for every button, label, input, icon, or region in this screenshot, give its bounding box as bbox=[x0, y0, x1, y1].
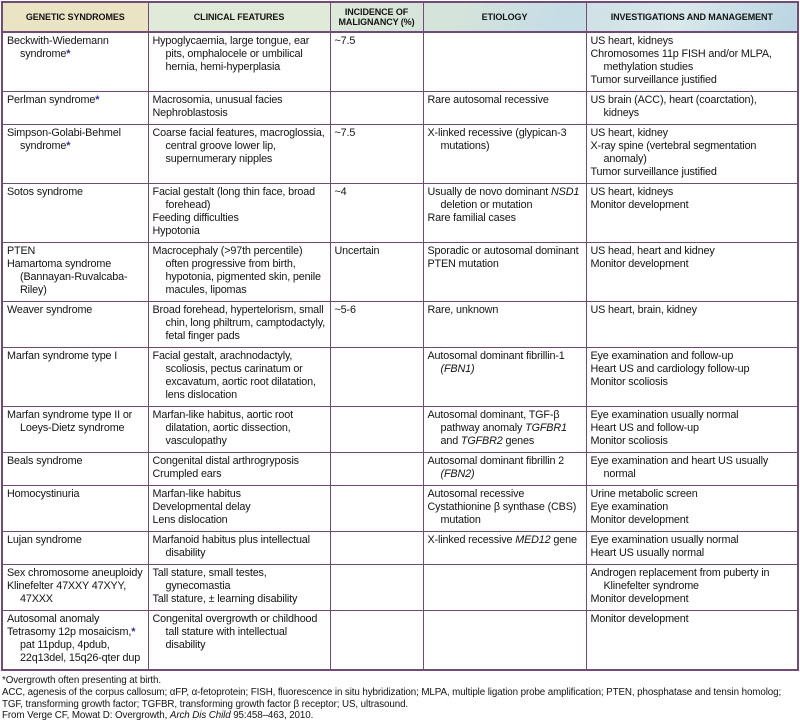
table-row bbox=[2, 32, 798, 92]
text-segment: Heart US usually normal bbox=[590, 547, 705, 559]
cell-investigations bbox=[586, 32, 798, 92]
text-segment: genes bbox=[502, 435, 535, 447]
text-segment: pat 11pdup, 4pdub, 22q13del, 15q26-qter dup bbox=[20, 639, 141, 664]
cell-incidence bbox=[330, 486, 423, 532]
cell-etiology bbox=[423, 453, 586, 486]
footnote-asterisk: * bbox=[131, 626, 136, 638]
cell-line bbox=[428, 212, 583, 225]
text-segment: Sotos syndrome bbox=[7, 186, 83, 198]
text-segment: Crumpled ears bbox=[152, 468, 222, 480]
cell-line bbox=[153, 107, 327, 120]
table-row bbox=[2, 92, 798, 125]
text-segment: Urine metabolic screen bbox=[590, 488, 698, 500]
cell-line bbox=[591, 304, 795, 317]
cell-line bbox=[591, 350, 795, 363]
text-segment: Feeding difficulties bbox=[152, 212, 239, 224]
text-segment: Monitor development bbox=[590, 613, 689, 625]
cell-line bbox=[7, 186, 145, 199]
text-segment: and bbox=[440, 435, 461, 447]
cell-line bbox=[153, 534, 327, 560]
text-segment: (FBN2) bbox=[440, 468, 475, 480]
text-segment: Facial gestalt, arachnodactyly, scoliosis, pectus carinatum or excavatum, aortic root dilatation, lens dislocation bbox=[152, 350, 316, 401]
cell-line bbox=[153, 127, 327, 166]
text-segment: Tumor surveillance justified bbox=[590, 166, 717, 178]
cell-line bbox=[428, 258, 583, 271]
cell-investigations bbox=[586, 532, 798, 565]
cell-clinical bbox=[148, 611, 330, 671]
cell-line bbox=[591, 166, 795, 179]
cell-incidence bbox=[330, 125, 423, 184]
cell-syndrome bbox=[2, 532, 148, 565]
genetic-syndromes-table bbox=[1, 1, 799, 671]
table-row bbox=[2, 565, 798, 611]
text-segment: NSD1 bbox=[551, 186, 580, 198]
text-segment: PTEN bbox=[7, 245, 36, 257]
cell-line bbox=[428, 94, 583, 107]
text-segment: Eye examination bbox=[590, 501, 669, 513]
cell-investigations bbox=[586, 92, 798, 125]
cell-etiology bbox=[423, 184, 586, 243]
cell-syndrome bbox=[2, 486, 148, 532]
text-segment: deletion or mutation bbox=[440, 199, 533, 211]
text-segment: X-linked recessive (glypican-3 mutations) bbox=[427, 127, 567, 152]
cell-line bbox=[428, 186, 583, 212]
cell-line bbox=[7, 350, 145, 363]
cell-line bbox=[7, 613, 145, 626]
footnote-line bbox=[2, 675, 797, 687]
text-segment: Macrosomia, unusual facies bbox=[152, 94, 283, 106]
cell-line bbox=[591, 435, 795, 448]
table-row bbox=[2, 243, 798, 302]
text-segment: Coarse facial features, macroglossia, central groove lower lip, supernumerary nipples bbox=[152, 127, 325, 165]
cell-syndrome bbox=[2, 565, 148, 611]
cell-line bbox=[428, 455, 583, 481]
text-segment: ~4 bbox=[334, 186, 347, 198]
text-segment: Congenital overgrowth or childhood tall stature with intellectual disability bbox=[152, 613, 318, 651]
text-segment: Autosomal dominant, TGF-β pathway anomaly bbox=[427, 409, 560, 434]
text-segment: Marfan syndrome type I bbox=[7, 350, 118, 362]
cell-line bbox=[7, 409, 145, 435]
text-segment: Monitor development bbox=[590, 593, 689, 605]
column-header-etiology: ETIOLOGY bbox=[423, 2, 586, 32]
cell-incidence bbox=[330, 453, 423, 486]
table-header-row bbox=[2, 2, 798, 32]
cell-line bbox=[7, 534, 145, 547]
text-segment: Nephroblastosis bbox=[152, 107, 228, 119]
text-segment: (FBN1) bbox=[440, 363, 475, 375]
cell-investigations bbox=[586, 453, 798, 486]
cell-line bbox=[7, 127, 145, 153]
text-segment: US brain (ACC), heart (coarctation), kidneys bbox=[590, 94, 757, 119]
cell-etiology bbox=[423, 32, 586, 92]
cell-clinical bbox=[148, 348, 330, 407]
cell-line bbox=[153, 488, 327, 501]
text-segment: gene bbox=[550, 534, 577, 546]
text-segment: Autosomal dominant fibrillin-1 bbox=[427, 350, 565, 362]
cell-incidence bbox=[330, 243, 423, 302]
cell-incidence bbox=[330, 92, 423, 125]
cell-line bbox=[591, 534, 795, 547]
cell-line bbox=[7, 580, 145, 606]
cell-line bbox=[591, 567, 795, 593]
cell-line bbox=[153, 613, 327, 652]
cell-line bbox=[428, 245, 583, 258]
cell-syndrome bbox=[2, 611, 148, 671]
cell-line bbox=[428, 534, 583, 547]
cell-line bbox=[591, 501, 795, 514]
cell-line bbox=[335, 186, 420, 199]
text-segment: Facial gestalt (long thin face, broad forehead) bbox=[152, 186, 315, 211]
cell-syndrome bbox=[2, 348, 148, 407]
cell-incidence bbox=[330, 532, 423, 565]
cell-syndrome bbox=[2, 243, 148, 302]
cell-line bbox=[591, 514, 795, 527]
cell-incidence bbox=[330, 565, 423, 611]
text-segment: Lujan syndrome bbox=[7, 534, 82, 546]
cell-etiology bbox=[423, 302, 586, 348]
cell-line bbox=[591, 35, 795, 48]
cell-line bbox=[7, 626, 145, 665]
text-segment: PTEN mutation bbox=[427, 258, 499, 270]
text-segment: US head, heart and kidney bbox=[590, 245, 715, 257]
cell-line bbox=[153, 501, 327, 514]
cell-line bbox=[591, 94, 795, 120]
text-segment: Monitor development bbox=[590, 258, 689, 270]
cell-etiology bbox=[423, 565, 586, 611]
cell-clinical bbox=[148, 32, 330, 92]
cell-line bbox=[335, 35, 420, 48]
cell-line bbox=[428, 409, 583, 448]
cell-line bbox=[153, 304, 327, 343]
cell-line bbox=[7, 455, 145, 468]
text-segment: From Verge CF, Mowat D: Overgrowth, bbox=[2, 710, 170, 722]
cell-line bbox=[591, 363, 795, 376]
column-header-syndrome: GENETIC SYNDROMES bbox=[2, 2, 148, 32]
table-row bbox=[2, 407, 798, 453]
cell-line bbox=[335, 127, 420, 140]
cell-line bbox=[591, 613, 795, 626]
cell-line bbox=[7, 258, 145, 297]
text-segment: 95:458–463, 2010. bbox=[230, 710, 314, 722]
cell-line bbox=[428, 304, 583, 317]
cell-line bbox=[153, 593, 327, 606]
cell-clinical bbox=[148, 92, 330, 125]
cell-clinical bbox=[148, 302, 330, 348]
cell-syndrome bbox=[2, 125, 148, 184]
text-segment: X-linked recessive bbox=[427, 534, 516, 546]
cell-incidence bbox=[330, 611, 423, 671]
text-segment: *Overgrowth often presenting at birth. bbox=[2, 675, 162, 686]
text-segment: Eye examination and heart US usually normal bbox=[590, 455, 769, 480]
cell-investigations bbox=[586, 407, 798, 453]
text-segment: Marfan syndrome type II or Loeys-Dietz syndrome bbox=[7, 409, 133, 434]
column-header-investigations: INVESTIGATIONS AND MANAGEMENT bbox=[586, 2, 798, 32]
cell-syndrome bbox=[2, 453, 148, 486]
cell-line bbox=[153, 514, 327, 527]
cell-investigations bbox=[586, 302, 798, 348]
text-segment: Cystathionine β synthase (CBS) mutation bbox=[427, 501, 577, 526]
cell-line bbox=[428, 127, 583, 153]
cell-line bbox=[153, 212, 327, 225]
text-segment: Rare autosomal recessive bbox=[427, 94, 549, 106]
text-segment: Developmental delay bbox=[152, 501, 251, 513]
text-segment: Autosomal recessive bbox=[427, 488, 525, 500]
cell-clinical bbox=[148, 565, 330, 611]
text-segment: Rare familial cases bbox=[427, 212, 516, 224]
cell-etiology bbox=[423, 348, 586, 407]
text-segment: Beals syndrome bbox=[7, 455, 83, 467]
cell-line bbox=[591, 593, 795, 606]
text-segment: Heart US and follow-up bbox=[590, 422, 699, 434]
text-segment: Monitor scoliosis bbox=[590, 376, 668, 388]
cell-line bbox=[591, 488, 795, 501]
text-segment: Uncertain bbox=[334, 245, 380, 257]
text-segment: Weaver syndrome bbox=[7, 304, 93, 316]
text-segment: Congenital distal arthrogryposis bbox=[152, 455, 299, 467]
table-row bbox=[2, 453, 798, 486]
text-segment: Rare, unknown bbox=[427, 304, 499, 316]
text-segment: Macrocephaly (>97th percentile) often progressive from birth, hypotonia, pigmented skin, penile macules, lipomas bbox=[152, 245, 321, 296]
cell-line bbox=[335, 245, 420, 258]
text-segment: Tumor surveillance justified bbox=[590, 74, 717, 86]
cell-line bbox=[153, 35, 327, 74]
cell-line bbox=[7, 94, 145, 107]
text-segment: Autosomal anomaly bbox=[7, 613, 100, 625]
cell-clinical bbox=[148, 184, 330, 243]
cell-etiology bbox=[423, 611, 586, 671]
text-segment: ~7.5 bbox=[334, 35, 356, 47]
cell-line bbox=[153, 186, 327, 212]
text-segment: Monitor development bbox=[590, 514, 689, 526]
text-segment: Marfan-like habitus, aortic root dilatation, aortic dissection, vasculopathy bbox=[152, 409, 293, 447]
table-row bbox=[2, 611, 798, 671]
text-segment: X-ray spine (vertebral segmentation anomaly) bbox=[590, 140, 757, 165]
cell-syndrome bbox=[2, 302, 148, 348]
cell-line bbox=[153, 409, 327, 448]
cell-incidence bbox=[330, 407, 423, 453]
cell-line bbox=[153, 225, 327, 238]
cell-etiology bbox=[423, 92, 586, 125]
cell-investigations bbox=[586, 348, 798, 407]
text-segment: Usually de novo dominant bbox=[427, 186, 551, 198]
text-segment: Hamartoma syndrome (Bannayan-Ruvalcaba-Riley) bbox=[7, 258, 128, 296]
text-segment: Hypotonia bbox=[152, 225, 200, 237]
text-segment: Tetrasomy 12p mosaicism, bbox=[7, 626, 132, 638]
cell-investigations bbox=[586, 243, 798, 302]
cell-syndrome bbox=[2, 407, 148, 453]
cell-line bbox=[428, 488, 583, 501]
text-segment: US heart, kidneys bbox=[590, 186, 674, 198]
text-segment: Arch Dis Child bbox=[169, 710, 231, 722]
cell-syndrome bbox=[2, 184, 148, 243]
text-segment: Monitor scoliosis bbox=[590, 435, 668, 447]
text-segment: Chromosomes 11p FISH and/or MLPA, methylation studies bbox=[590, 48, 772, 73]
cell-syndrome bbox=[2, 92, 148, 125]
cell-line bbox=[591, 455, 795, 481]
cell-etiology bbox=[423, 486, 586, 532]
text-segment: US heart, brain, kidney bbox=[590, 304, 697, 316]
cell-line bbox=[591, 422, 795, 435]
text-segment: Eye examination usually normal bbox=[590, 534, 739, 546]
cell-etiology bbox=[423, 125, 586, 184]
cell-line bbox=[591, 48, 795, 74]
cell-clinical bbox=[148, 486, 330, 532]
column-header-clinical: CLINICAL FEATURES bbox=[148, 2, 330, 32]
cell-line bbox=[153, 245, 327, 297]
cell-investigations bbox=[586, 125, 798, 184]
cell-line bbox=[153, 468, 327, 481]
text-segment: Hypoglycaemia, large tongue, ear pits, omphalocele or umbilical hernia, hemi-hyperplasia bbox=[152, 35, 310, 73]
footnote-asterisk: * bbox=[95, 94, 100, 106]
cell-incidence bbox=[330, 302, 423, 348]
text-segment: Sporadic or autosomal dominant bbox=[427, 245, 579, 257]
footnotes bbox=[2, 675, 797, 722]
table-row bbox=[2, 348, 798, 407]
text-segment: TGFBR2 bbox=[460, 435, 503, 447]
cell-line bbox=[428, 501, 583, 527]
cell-line bbox=[591, 409, 795, 422]
cell-line bbox=[153, 455, 327, 468]
text-segment: Tall stature, small testes, gynecomastia bbox=[152, 567, 267, 592]
cell-etiology bbox=[423, 407, 586, 453]
footnote-asterisk: * bbox=[66, 48, 71, 60]
cell-clinical bbox=[148, 407, 330, 453]
text-segment: Simpson-Golabi-Behmel syndrome bbox=[7, 127, 121, 152]
text-segment: Broad forehead, hypertelorism, small chin, long philtrum, camptodactyly, fetal finger pads bbox=[152, 304, 326, 342]
text-segment: MED12 bbox=[515, 534, 551, 546]
cell-investigations bbox=[586, 565, 798, 611]
table-row bbox=[2, 125, 798, 184]
cell-investigations bbox=[586, 184, 798, 243]
text-segment: Marfan-like habitus bbox=[152, 488, 241, 500]
cell-etiology bbox=[423, 532, 586, 565]
text-segment: Eye examination usually normal bbox=[590, 409, 739, 421]
footnote-asterisk: * bbox=[66, 140, 71, 152]
text-segment: US heart, kidneys bbox=[590, 35, 674, 47]
text-segment: Homocystinuria bbox=[7, 488, 80, 500]
text-segment: Heart US and cardiology follow-up bbox=[590, 363, 750, 375]
cell-clinical bbox=[148, 532, 330, 565]
cell-line bbox=[591, 547, 795, 560]
cell-line bbox=[591, 258, 795, 271]
cell-line bbox=[428, 350, 583, 376]
text-segment: Eye examination and follow-up bbox=[590, 350, 734, 362]
cell-line bbox=[591, 127, 795, 140]
cell-line bbox=[153, 567, 327, 593]
text-segment: Perlman syndrome bbox=[7, 94, 96, 106]
text-segment: Monitor development bbox=[590, 199, 689, 211]
cell-line bbox=[7, 35, 145, 61]
text-segment: Lens dislocation bbox=[152, 514, 228, 526]
cell-line bbox=[7, 245, 145, 258]
table-row bbox=[2, 486, 798, 532]
footnote-line bbox=[2, 687, 797, 711]
cell-investigations bbox=[586, 611, 798, 671]
cell-line bbox=[591, 245, 795, 258]
cell-incidence bbox=[330, 348, 423, 407]
cell-line bbox=[591, 199, 795, 212]
table-row bbox=[2, 302, 798, 348]
cell-line bbox=[7, 567, 145, 580]
text-segment: Beckwith-Wiedemann syndrome bbox=[7, 35, 109, 60]
text-segment: ~7.5 bbox=[334, 127, 356, 139]
cell-line bbox=[7, 488, 145, 501]
cell-line bbox=[7, 304, 145, 317]
cell-line bbox=[153, 94, 327, 107]
cell-line bbox=[591, 186, 795, 199]
cell-clinical bbox=[148, 125, 330, 184]
text-segment: TGFBR1 bbox=[525, 422, 567, 434]
cell-incidence bbox=[330, 184, 423, 243]
text-segment: ACC, agenesis of the corpus callosum; αFP, α-fetoprotein; FISH, fluorescence in situ hybridization; MLPA, multiple ligation probe amplification; PTEN, phosphatase and tensin homolog; TGF, transforming growth factor; TGFBR, transforming growth factor β receptor; US, ultrasound. bbox=[2, 686, 782, 710]
text-segment: Sex chromosome aneuploidy bbox=[7, 567, 143, 579]
text-segment: US heart, kidney bbox=[590, 127, 668, 139]
cell-syndrome bbox=[2, 32, 148, 92]
text-segment: Androgen replacement from puberty in Klinefelter syndrome bbox=[590, 567, 770, 592]
cell-line bbox=[335, 304, 420, 317]
cell-clinical bbox=[148, 453, 330, 486]
text-segment: Klinefelter 47XXY 47XYY, 47XXX bbox=[7, 580, 127, 605]
footnote-line bbox=[2, 710, 797, 722]
text-segment: ~5-6 bbox=[334, 304, 356, 316]
text-segment: Autosomal dominant fibrillin 2 bbox=[427, 455, 565, 467]
cell-etiology bbox=[423, 243, 586, 302]
cell-incidence bbox=[330, 32, 423, 92]
text-segment: Marfanoid habitus plus intellectual disability bbox=[152, 534, 310, 559]
table-row bbox=[2, 184, 798, 243]
cell-line bbox=[591, 140, 795, 166]
column-header-incidence: INCIDENCE OF MALIGNANCY (%) bbox=[330, 2, 423, 32]
table-row bbox=[2, 532, 798, 565]
cell-clinical bbox=[148, 243, 330, 302]
cell-line bbox=[591, 74, 795, 87]
cell-line bbox=[153, 350, 327, 402]
cell-line bbox=[591, 376, 795, 389]
text-segment: Tall stature, ± learning disability bbox=[152, 593, 298, 605]
cell-investigations bbox=[586, 486, 798, 532]
